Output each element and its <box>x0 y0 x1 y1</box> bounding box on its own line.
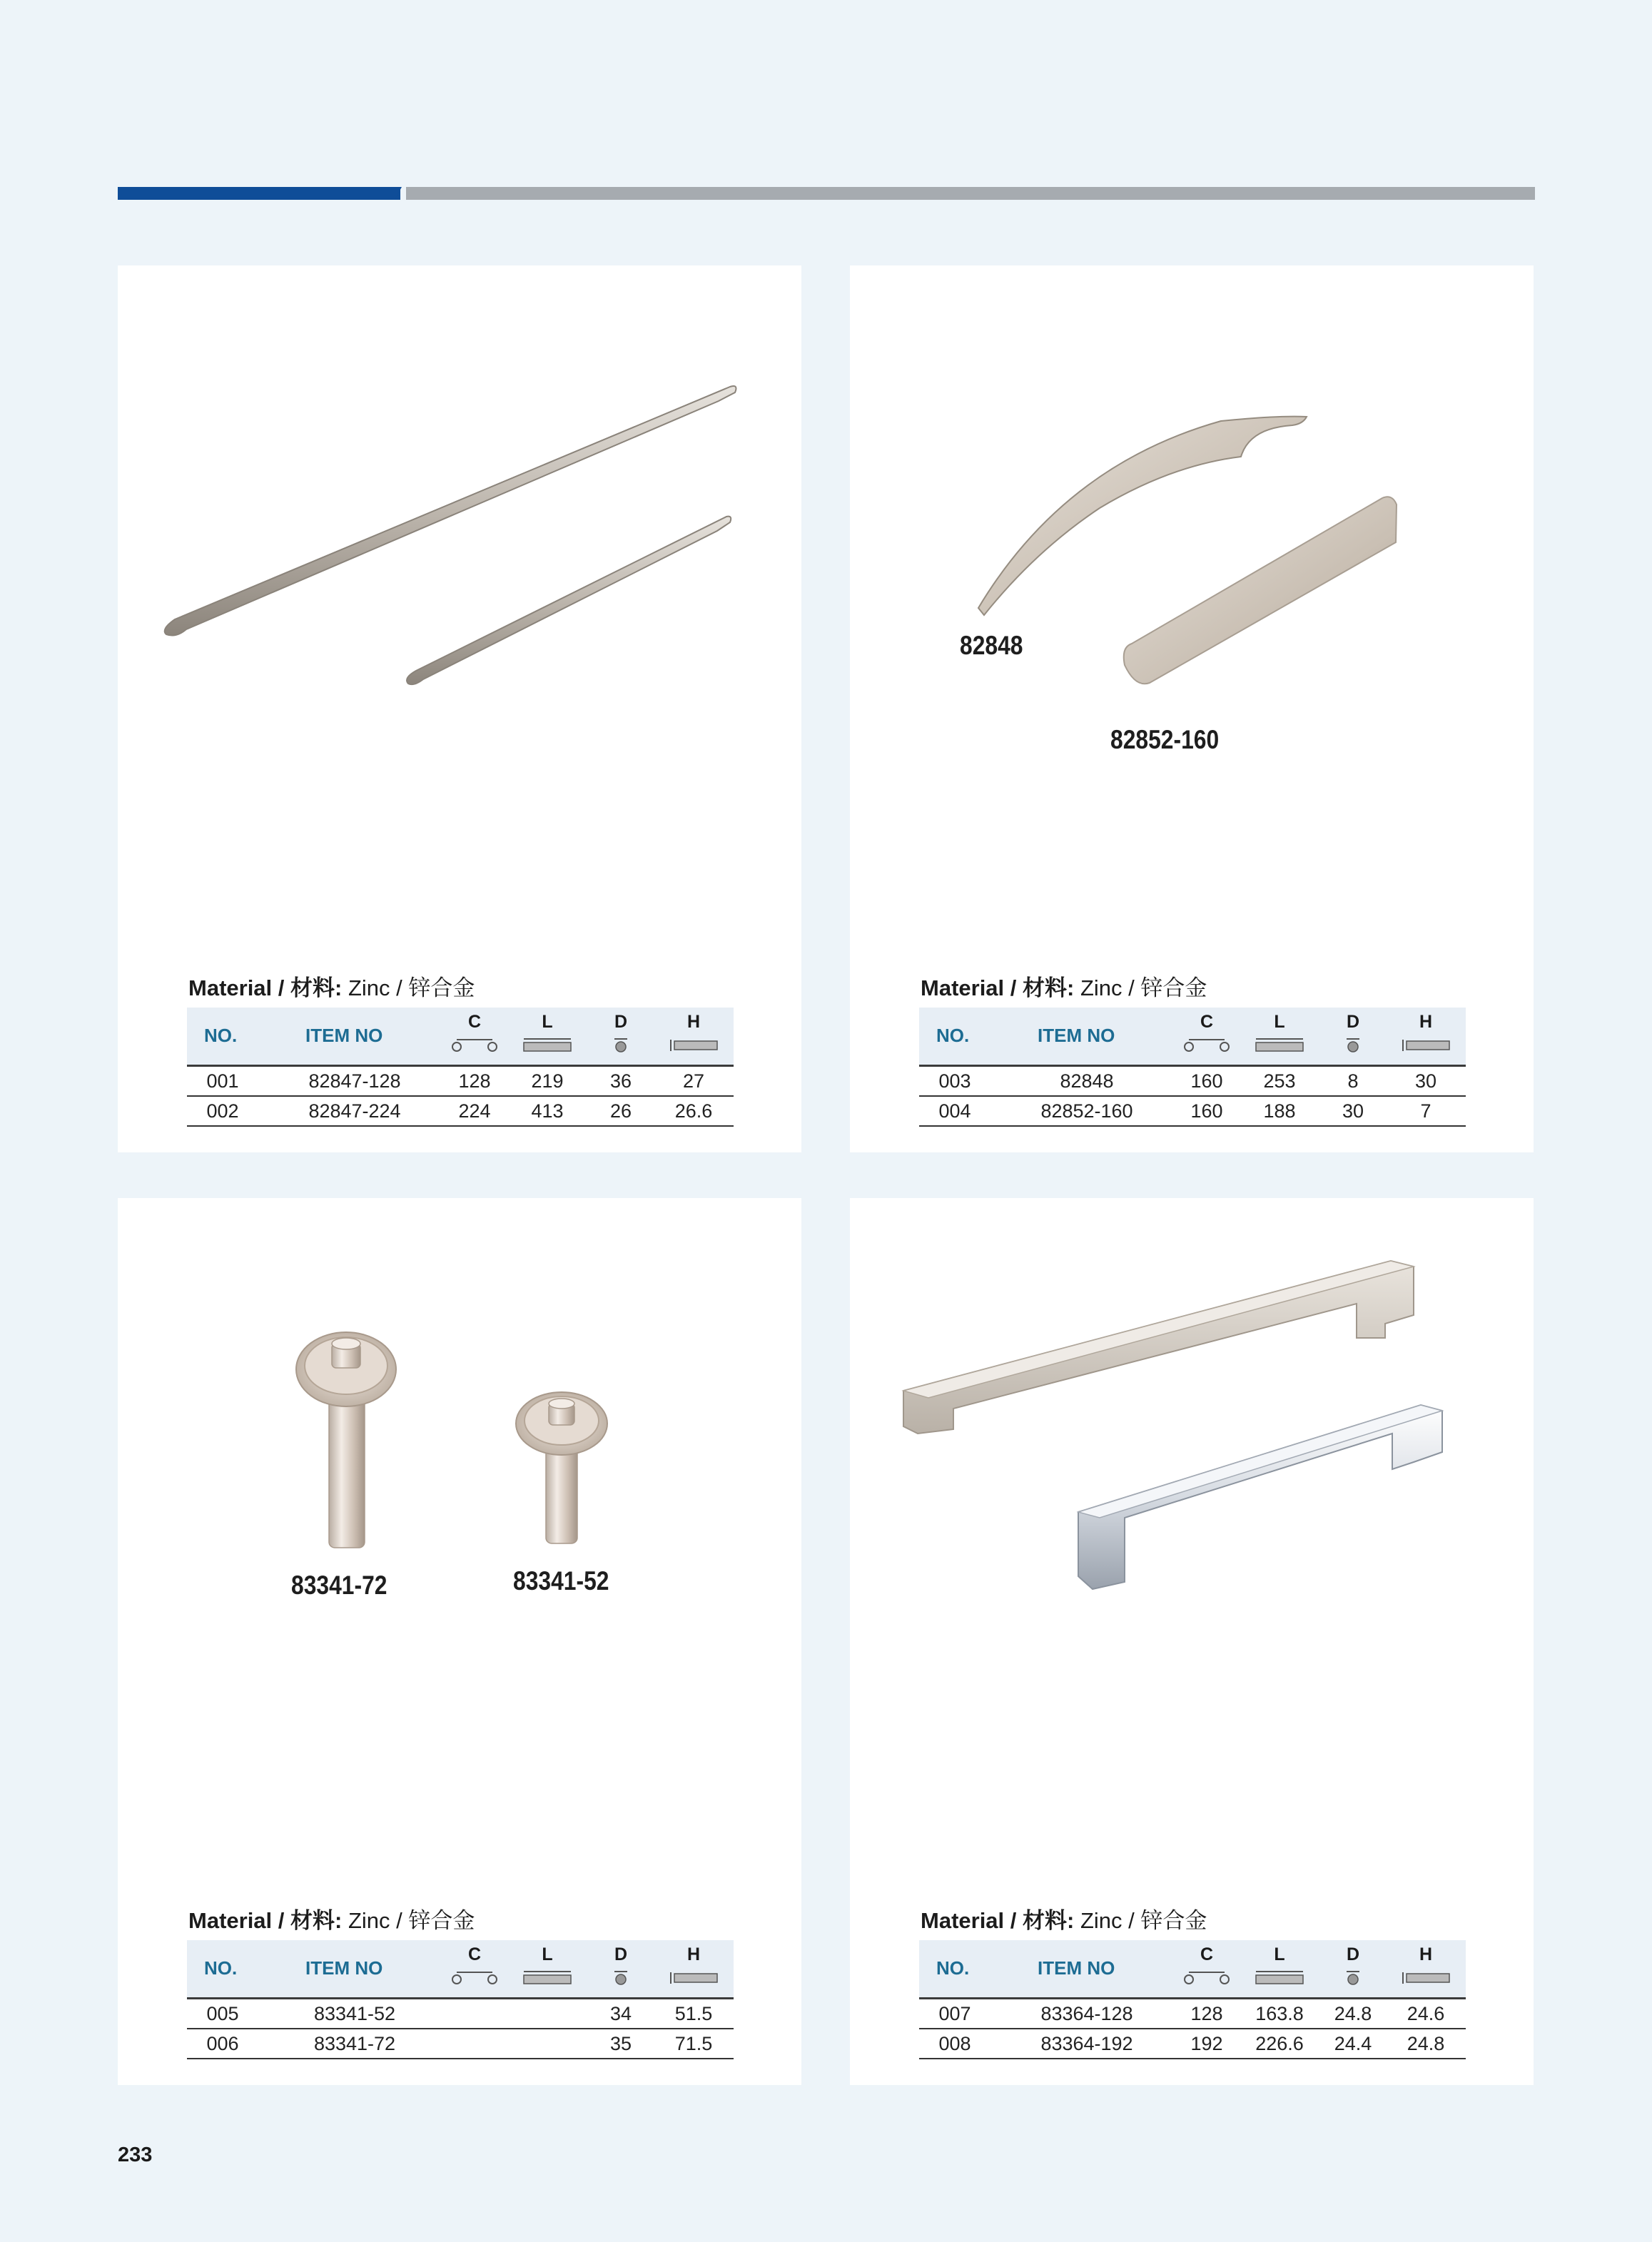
header-bar <box>118 187 1535 200</box>
table-row: 004 82852-160 160 188 30 7 <box>919 1097 1466 1127</box>
header-no: NO. <box>204 1025 238 1046</box>
material-line: Material / 材料: Zinc / 锌合金 <box>921 975 1207 1000</box>
height-icon <box>1401 1968 1451 1987</box>
spec-table <box>919 1008 1466 1127</box>
header-l: L <box>1247 1012 1312 1062</box>
table-row: 006 83341-72 35 71.5 <box>187 2029 734 2059</box>
spec-table <box>187 1940 734 2059</box>
height-icon <box>669 1035 719 1054</box>
image-label: 83341-52 <box>513 1566 609 1596</box>
spec-table <box>919 1940 1466 2059</box>
diameter-icon <box>596 1968 646 1987</box>
header-c: C <box>1175 1012 1239 1062</box>
center-distance-icon <box>450 1968 500 1987</box>
height-icon <box>1401 1035 1451 1054</box>
product-card-2 <box>850 265 1534 1152</box>
table-row: 005 83341-52 34 51.5 <box>187 1999 734 2029</box>
header-l: L <box>515 1012 579 1062</box>
material-line: Material / 材料: Zinc / 锌合金 <box>188 975 475 1000</box>
table-header <box>187 1940 734 1999</box>
header-bar-blue <box>118 187 400 200</box>
header-item-no: ITEM NO <box>1038 1025 1115 1046</box>
page-number: 233 <box>118 2144 153 2166</box>
header-l: L <box>1247 1944 1312 1994</box>
header-bar-gray <box>406 187 1535 200</box>
header-item-no: ITEM NO <box>1038 1957 1115 1979</box>
length-icon <box>1255 1968 1304 1987</box>
product-card-4 <box>850 1198 1534 2085</box>
product-image-82847 <box>118 265 801 950</box>
table-header <box>919 1008 1466 1067</box>
header-l: L <box>515 1944 579 1994</box>
table-header <box>919 1940 1466 1999</box>
header-c: C <box>442 1012 507 1062</box>
diameter-icon <box>1328 1035 1378 1054</box>
header-c: C <box>442 1944 507 1994</box>
diameter-icon <box>596 1035 646 1054</box>
product-image-83341 <box>118 1198 801 1883</box>
center-distance-icon <box>1182 1035 1232 1054</box>
image-label: 82848 <box>960 631 1023 660</box>
header-h: H <box>1394 1012 1458 1062</box>
header-bar-slash <box>395 187 402 200</box>
header-item-no: ITEM NO <box>305 1957 383 1979</box>
product-image-83364 <box>850 1198 1534 1883</box>
spec-table <box>187 1008 734 1127</box>
product-card-1 <box>118 265 801 1152</box>
header-h: H <box>662 1944 726 1994</box>
header-h: H <box>1394 1944 1458 1994</box>
product-image-82848 <box>850 265 1534 950</box>
table-header <box>187 1008 734 1067</box>
header-no: NO. <box>204 1957 238 1979</box>
header-h: H <box>662 1012 726 1062</box>
diameter-icon <box>1328 1968 1378 1987</box>
header-d: D <box>589 1012 653 1062</box>
table-row: 007 83364-128 128 163.8 24.8 24.6 <box>919 1999 1466 2029</box>
header-item-no: ITEM NO <box>305 1025 383 1046</box>
table-row: 002 82847-224 224 413 26 26.6 <box>187 1097 734 1127</box>
header-no: NO. <box>936 1025 970 1046</box>
material-line: Material / 材料: Zinc / 锌合金 <box>921 1908 1207 1933</box>
length-icon <box>522 1035 572 1054</box>
material-line: Material / 材料: Zinc / 锌合金 <box>188 1908 475 1933</box>
product-card-3 <box>118 1198 801 2085</box>
length-icon <box>1255 1035 1304 1054</box>
length-icon <box>522 1968 572 1987</box>
header-no: NO. <box>936 1957 970 1979</box>
height-icon <box>669 1968 719 1987</box>
center-distance-icon <box>1182 1968 1232 1987</box>
table-row: 003 82848 160 253 8 30 <box>919 1067 1466 1097</box>
header-c: C <box>1175 1944 1239 1994</box>
table-row: 001 82847-128 128 219 36 27 <box>187 1067 734 1097</box>
header-d: D <box>589 1944 653 1994</box>
table-row: 008 83364-192 192 226.6 24.4 24.8 <box>919 2029 1466 2059</box>
header-d: D <box>1321 1012 1385 1062</box>
header-d: D <box>1321 1944 1385 1994</box>
image-label: 83341-72 <box>291 1571 387 1600</box>
image-label: 82852-160 <box>1110 725 1220 754</box>
center-distance-icon <box>450 1035 500 1054</box>
